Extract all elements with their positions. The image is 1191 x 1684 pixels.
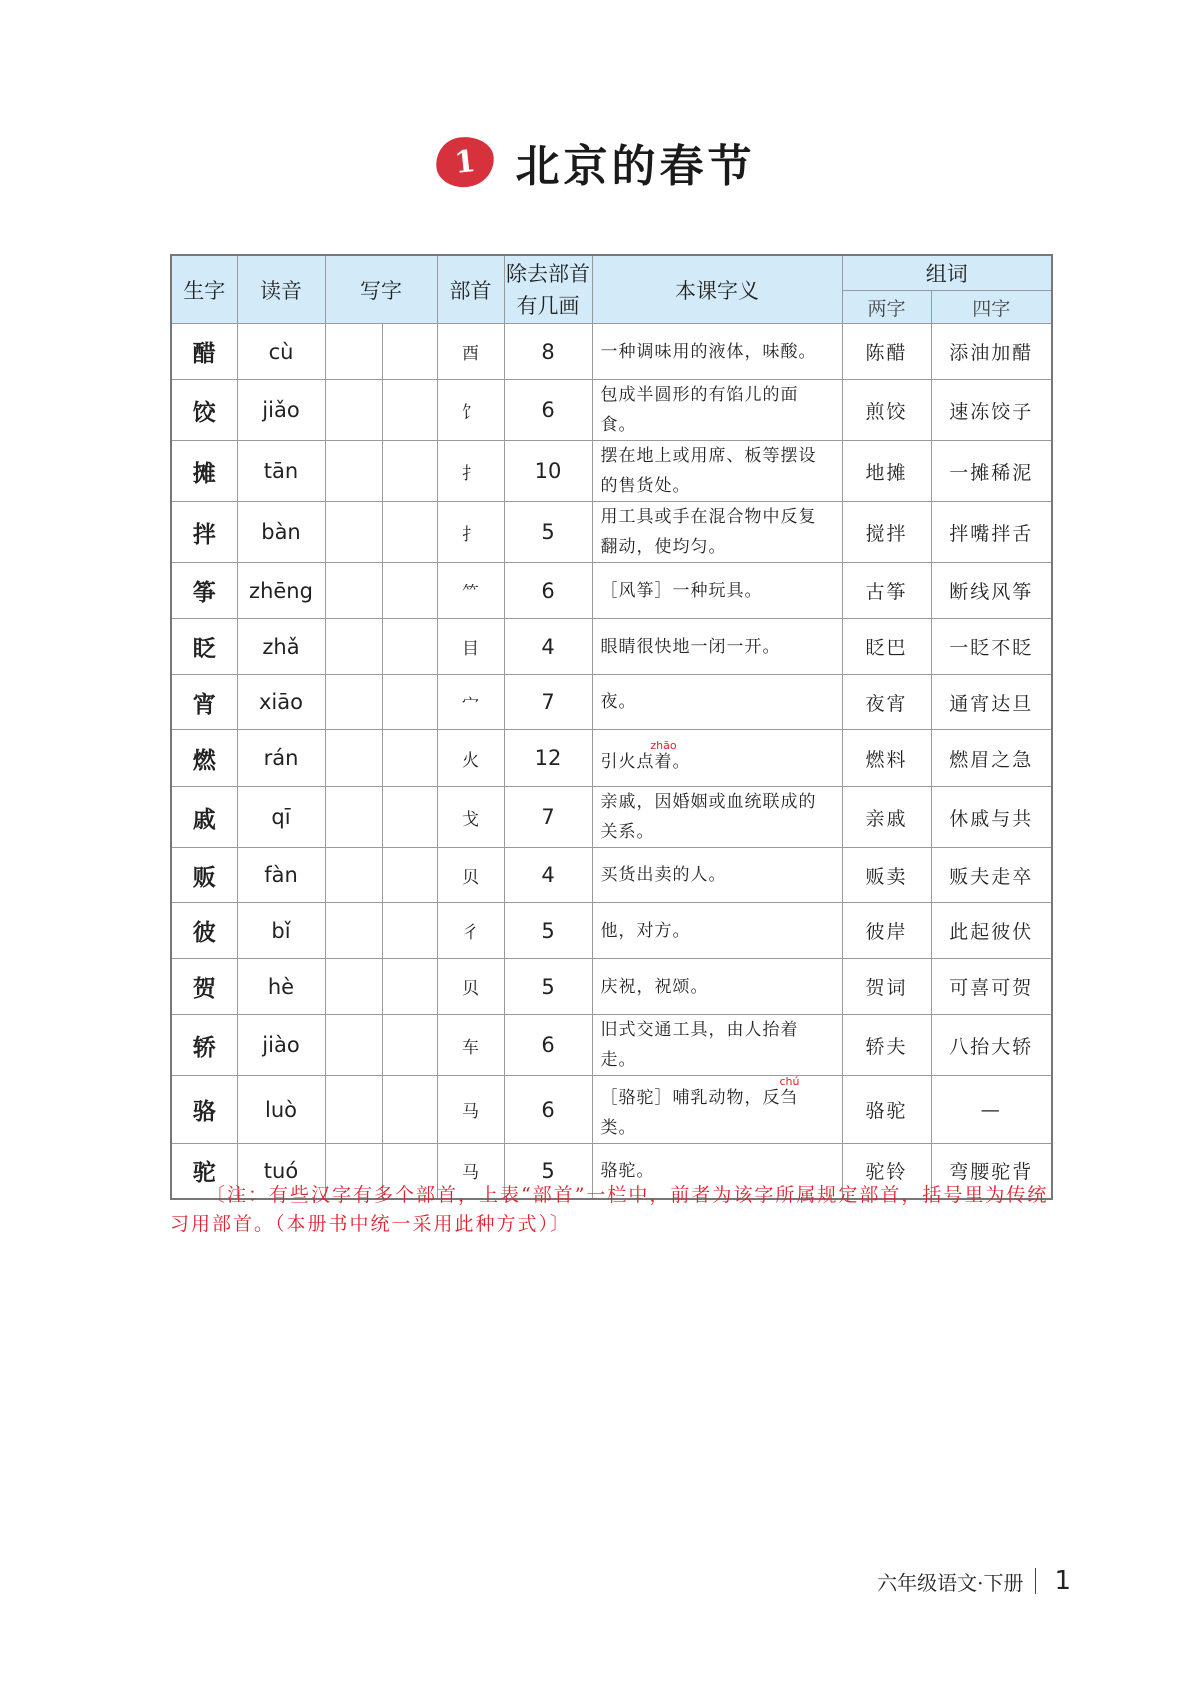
- four-char-phrase: 速冻饺子: [931, 380, 1052, 441]
- header-two-char: 两字: [842, 291, 931, 324]
- header-meaning: 本课字义: [592, 255, 842, 324]
- four-char-phrase: 贩夫走卒: [931, 848, 1052, 903]
- writing-box-2[interactable]: [382, 502, 437, 563]
- meaning-post: 。: [672, 751, 691, 772]
- header-radical: 部首: [437, 255, 504, 324]
- writing-box-2[interactable]: [382, 380, 437, 441]
- pinyin: zhēng: [237, 563, 325, 619]
- header-four-char: 四字: [931, 291, 1052, 324]
- two-char-word: 燃料: [842, 730, 931, 787]
- new-character: 饺: [171, 380, 237, 441]
- stroke-count: 5: [504, 1144, 592, 1199]
- new-character: 宵: [171, 675, 237, 730]
- table-row: [171, 502, 1052, 563]
- two-char-word: 陈醋: [842, 324, 931, 380]
- writing-box-1[interactable]: [325, 730, 382, 787]
- two-char-word: 驼铃: [842, 1144, 931, 1199]
- table-row: [171, 903, 1052, 959]
- two-char-word: 眨巴: [842, 619, 931, 675]
- writing-box-2[interactable]: [382, 619, 437, 675]
- pinyin: qī: [237, 787, 325, 848]
- stroke-count: 6: [504, 563, 592, 619]
- two-char-word: 贺词: [842, 959, 931, 1015]
- meaning: 摆在地上或用席、板等摆设的售货处。: [592, 441, 842, 502]
- pinyin: xiāo: [237, 675, 325, 730]
- table-row: [171, 1015, 1052, 1076]
- pinyin: jiǎo: [237, 380, 325, 441]
- new-character: 骆: [171, 1076, 237, 1144]
- header-strokes: [504, 255, 592, 324]
- four-char-phrase: 弯腰驼背: [931, 1144, 1052, 1199]
- writing-box-2[interactable]: [382, 675, 437, 730]
- stroke-count: 4: [504, 619, 592, 675]
- ruby-annotation: [650, 738, 677, 772]
- writing-box-2[interactable]: [382, 441, 437, 502]
- lesson-title: [0, 130, 1191, 194]
- four-char-phrase: 八抬大轿: [931, 1015, 1052, 1076]
- header-strokes-line1: 除去部首: [506, 261, 590, 286]
- table-row: [171, 675, 1052, 730]
- stroke-count: 7: [504, 787, 592, 848]
- page-number: 1: [1054, 1566, 1071, 1596]
- stroke-count: 5: [504, 959, 592, 1015]
- two-char-word: 彼岸: [842, 903, 931, 959]
- table-row: [171, 848, 1052, 903]
- writing-box-1[interactable]: [325, 502, 382, 563]
- book-name: 六年级语文·下册: [877, 1570, 1024, 1595]
- new-character: 贩: [171, 848, 237, 903]
- pinyin: tān: [237, 441, 325, 502]
- table-row: [171, 619, 1052, 675]
- ruby-pinyin: chú: [779, 1075, 800, 1088]
- lesson-title-text: 北京的春节: [515, 141, 756, 192]
- stroke-count: 6: [504, 380, 592, 441]
- writing-box-2[interactable]: [382, 959, 437, 1015]
- writing-box-2[interactable]: [382, 848, 437, 903]
- meaning-pre: ［骆驼］哺乳动物，反: [600, 1088, 781, 1108]
- table-row: [171, 324, 1052, 380]
- radical: 戈: [437, 787, 504, 848]
- four-char-phrase: 一眨不眨: [931, 619, 1052, 675]
- meaning: 夜。: [592, 675, 842, 730]
- ruby-base: 刍: [779, 1088, 800, 1108]
- new-character: 摊: [171, 441, 237, 502]
- pinyin: luò: [237, 1076, 325, 1144]
- pinyin: cù: [237, 324, 325, 380]
- new-character: 轿: [171, 1015, 237, 1076]
- writing-box-2[interactable]: [382, 787, 437, 848]
- writing-box-1[interactable]: [325, 903, 382, 959]
- stroke-count: 8: [504, 324, 592, 380]
- new-character: 贺: [171, 959, 237, 1015]
- radical: 火: [437, 730, 504, 787]
- meaning: [592, 1076, 842, 1144]
- table-row: [171, 380, 1052, 441]
- two-char-word: 搅拌: [842, 502, 931, 563]
- writing-box-2[interactable]: [382, 324, 437, 380]
- new-character: 戚: [171, 787, 237, 848]
- four-char-phrase: 此起彼伏: [931, 903, 1052, 959]
- four-char-phrase: —: [931, 1076, 1052, 1144]
- meaning: 旧式交通工具，由人抬着走。: [592, 1015, 842, 1076]
- meaning-pre: 引火点: [600, 751, 655, 772]
- new-character: 驼: [171, 1144, 237, 1199]
- writing-box-1[interactable]: [325, 675, 382, 730]
- pinyin: bǐ: [237, 903, 325, 959]
- radical: 贝: [437, 848, 504, 903]
- four-char-phrase: 一摊稀泥: [931, 441, 1052, 502]
- four-char-phrase: 休戚与共: [931, 787, 1052, 848]
- stroke-count: 5: [504, 903, 592, 959]
- pinyin: tuó: [237, 1144, 325, 1199]
- writing-box-1[interactable]: [325, 959, 382, 1015]
- header-pinyin: 读音: [237, 255, 325, 324]
- four-char-phrase: 添油加醋: [931, 324, 1052, 380]
- new-character: 彼: [171, 903, 237, 959]
- writing-box-1[interactable]: [325, 324, 382, 380]
- meaning: 他，对方。: [592, 903, 842, 959]
- new-character: 燃: [171, 730, 237, 787]
- writing-box-1[interactable]: [325, 1076, 382, 1144]
- writing-box-2[interactable]: [382, 563, 437, 619]
- header-char: 生字: [171, 255, 237, 324]
- meaning: 眼睛很快地一闭一开。: [592, 619, 842, 675]
- new-character: 筝: [171, 563, 237, 619]
- meaning: 包成半圆形的有馅儿的面食。: [592, 380, 842, 441]
- four-char-phrase: 通宵达旦: [931, 675, 1052, 730]
- stroke-count: 7: [504, 675, 592, 730]
- header-write: 写字: [325, 255, 437, 324]
- header-strokes-line2: 有几画: [516, 293, 580, 318]
- table-row: [171, 441, 1052, 502]
- pinyin: zhǎ: [237, 619, 325, 675]
- radical: 扌: [437, 441, 504, 502]
- radical: 酉: [437, 324, 504, 380]
- radical: 彳: [437, 903, 504, 959]
- radical: 扌: [437, 502, 504, 563]
- four-char-phrase: 可喜可贺: [931, 959, 1052, 1015]
- new-character: 眨: [171, 619, 237, 675]
- writing-box-1[interactable]: [325, 441, 382, 502]
- radical: 马: [437, 1076, 504, 1144]
- meaning: 用工具或手在混合物中反复翻动，使均匀。: [592, 502, 842, 563]
- stroke-count: 4: [504, 848, 592, 903]
- stroke-count: 5: [504, 502, 592, 563]
- table-row: [171, 1076, 1052, 1144]
- radical: 车: [437, 1015, 504, 1076]
- vocabulary-table: [170, 254, 1053, 1200]
- pinyin: jiào: [237, 1015, 325, 1076]
- stroke-count: 12: [504, 730, 592, 787]
- writing-box-1[interactable]: [325, 1015, 382, 1076]
- new-character: 醋: [171, 324, 237, 380]
- two-char-word: 夜宵: [842, 675, 931, 730]
- meaning: 骆驼。: [592, 1144, 842, 1199]
- header-words: 组词: [842, 255, 1052, 291]
- ruby-pinyin: zhāo: [650, 738, 677, 752]
- ruby-annotation: [779, 1075, 800, 1108]
- writing-box-1[interactable]: [325, 848, 382, 903]
- stroke-count: 10: [504, 441, 592, 502]
- lesson-number-badge: 1: [433, 134, 496, 190]
- meaning: ［风筝］一种玩具。: [592, 563, 842, 619]
- new-character: 拌: [171, 502, 237, 563]
- writing-box-1[interactable]: [325, 563, 382, 619]
- pinyin: rán: [237, 730, 325, 787]
- footer-divider: [1035, 1568, 1036, 1594]
- radical: 饣: [437, 380, 504, 441]
- stroke-count: 6: [504, 1015, 592, 1076]
- four-char-phrase: 燃眉之急: [931, 730, 1052, 787]
- pinyin: hè: [237, 959, 325, 1015]
- ruby-base: 着: [650, 751, 677, 772]
- two-char-word: 煎饺: [842, 380, 931, 441]
- radical: ⺮: [437, 563, 504, 619]
- writing-box-1[interactable]: [325, 787, 382, 848]
- writing-box-2[interactable]: [382, 903, 437, 959]
- meaning: [592, 730, 842, 787]
- pinyin: bàn: [237, 502, 325, 563]
- table-row: [171, 959, 1052, 1015]
- page-footer: [877, 1566, 1071, 1596]
- two-char-word: 古筝: [842, 563, 931, 619]
- table-row: [171, 563, 1052, 619]
- radical: 贝: [437, 959, 504, 1015]
- table-row: [171, 787, 1052, 848]
- two-char-word: 贩卖: [842, 848, 931, 903]
- radical: 马: [437, 1144, 504, 1199]
- four-char-phrase: 拌嘴拌舌: [931, 502, 1052, 563]
- two-char-word: 地摊: [842, 441, 931, 502]
- two-char-word: 骆驼: [842, 1076, 931, 1144]
- four-char-phrase: 断线风筝: [931, 563, 1052, 619]
- meaning: 买货出卖的人。: [592, 848, 842, 903]
- writing-box-2[interactable]: [382, 730, 437, 787]
- two-char-word: 轿夫: [842, 1015, 931, 1076]
- meaning-post: 类。: [600, 1118, 637, 1138]
- two-char-word: 亲戚: [842, 787, 931, 848]
- pinyin: fàn: [237, 848, 325, 903]
- footnote: 〔注：有些汉字有多个部首，上表“部首”一栏中，前者为该字所属规定部首，括号里为传统习用部首。（本册书中统一采用此种方式）〕: [170, 1184, 1049, 1235]
- writing-box-1[interactable]: [325, 380, 382, 441]
- writing-box-2[interactable]: [382, 1076, 437, 1144]
- radical: 目: [437, 619, 504, 675]
- stroke-count: 6: [504, 1076, 592, 1144]
- meaning: 亲戚，因婚姻或血统联成的关系。: [592, 787, 842, 848]
- writing-box-2[interactable]: [382, 1015, 437, 1076]
- table-row: [171, 730, 1052, 787]
- meaning: 一种调味用的液体，味酸。: [592, 324, 842, 380]
- radical: 宀: [437, 675, 504, 730]
- meaning: 庆祝，祝颂。: [592, 959, 842, 1015]
- writing-box-1[interactable]: [325, 619, 382, 675]
